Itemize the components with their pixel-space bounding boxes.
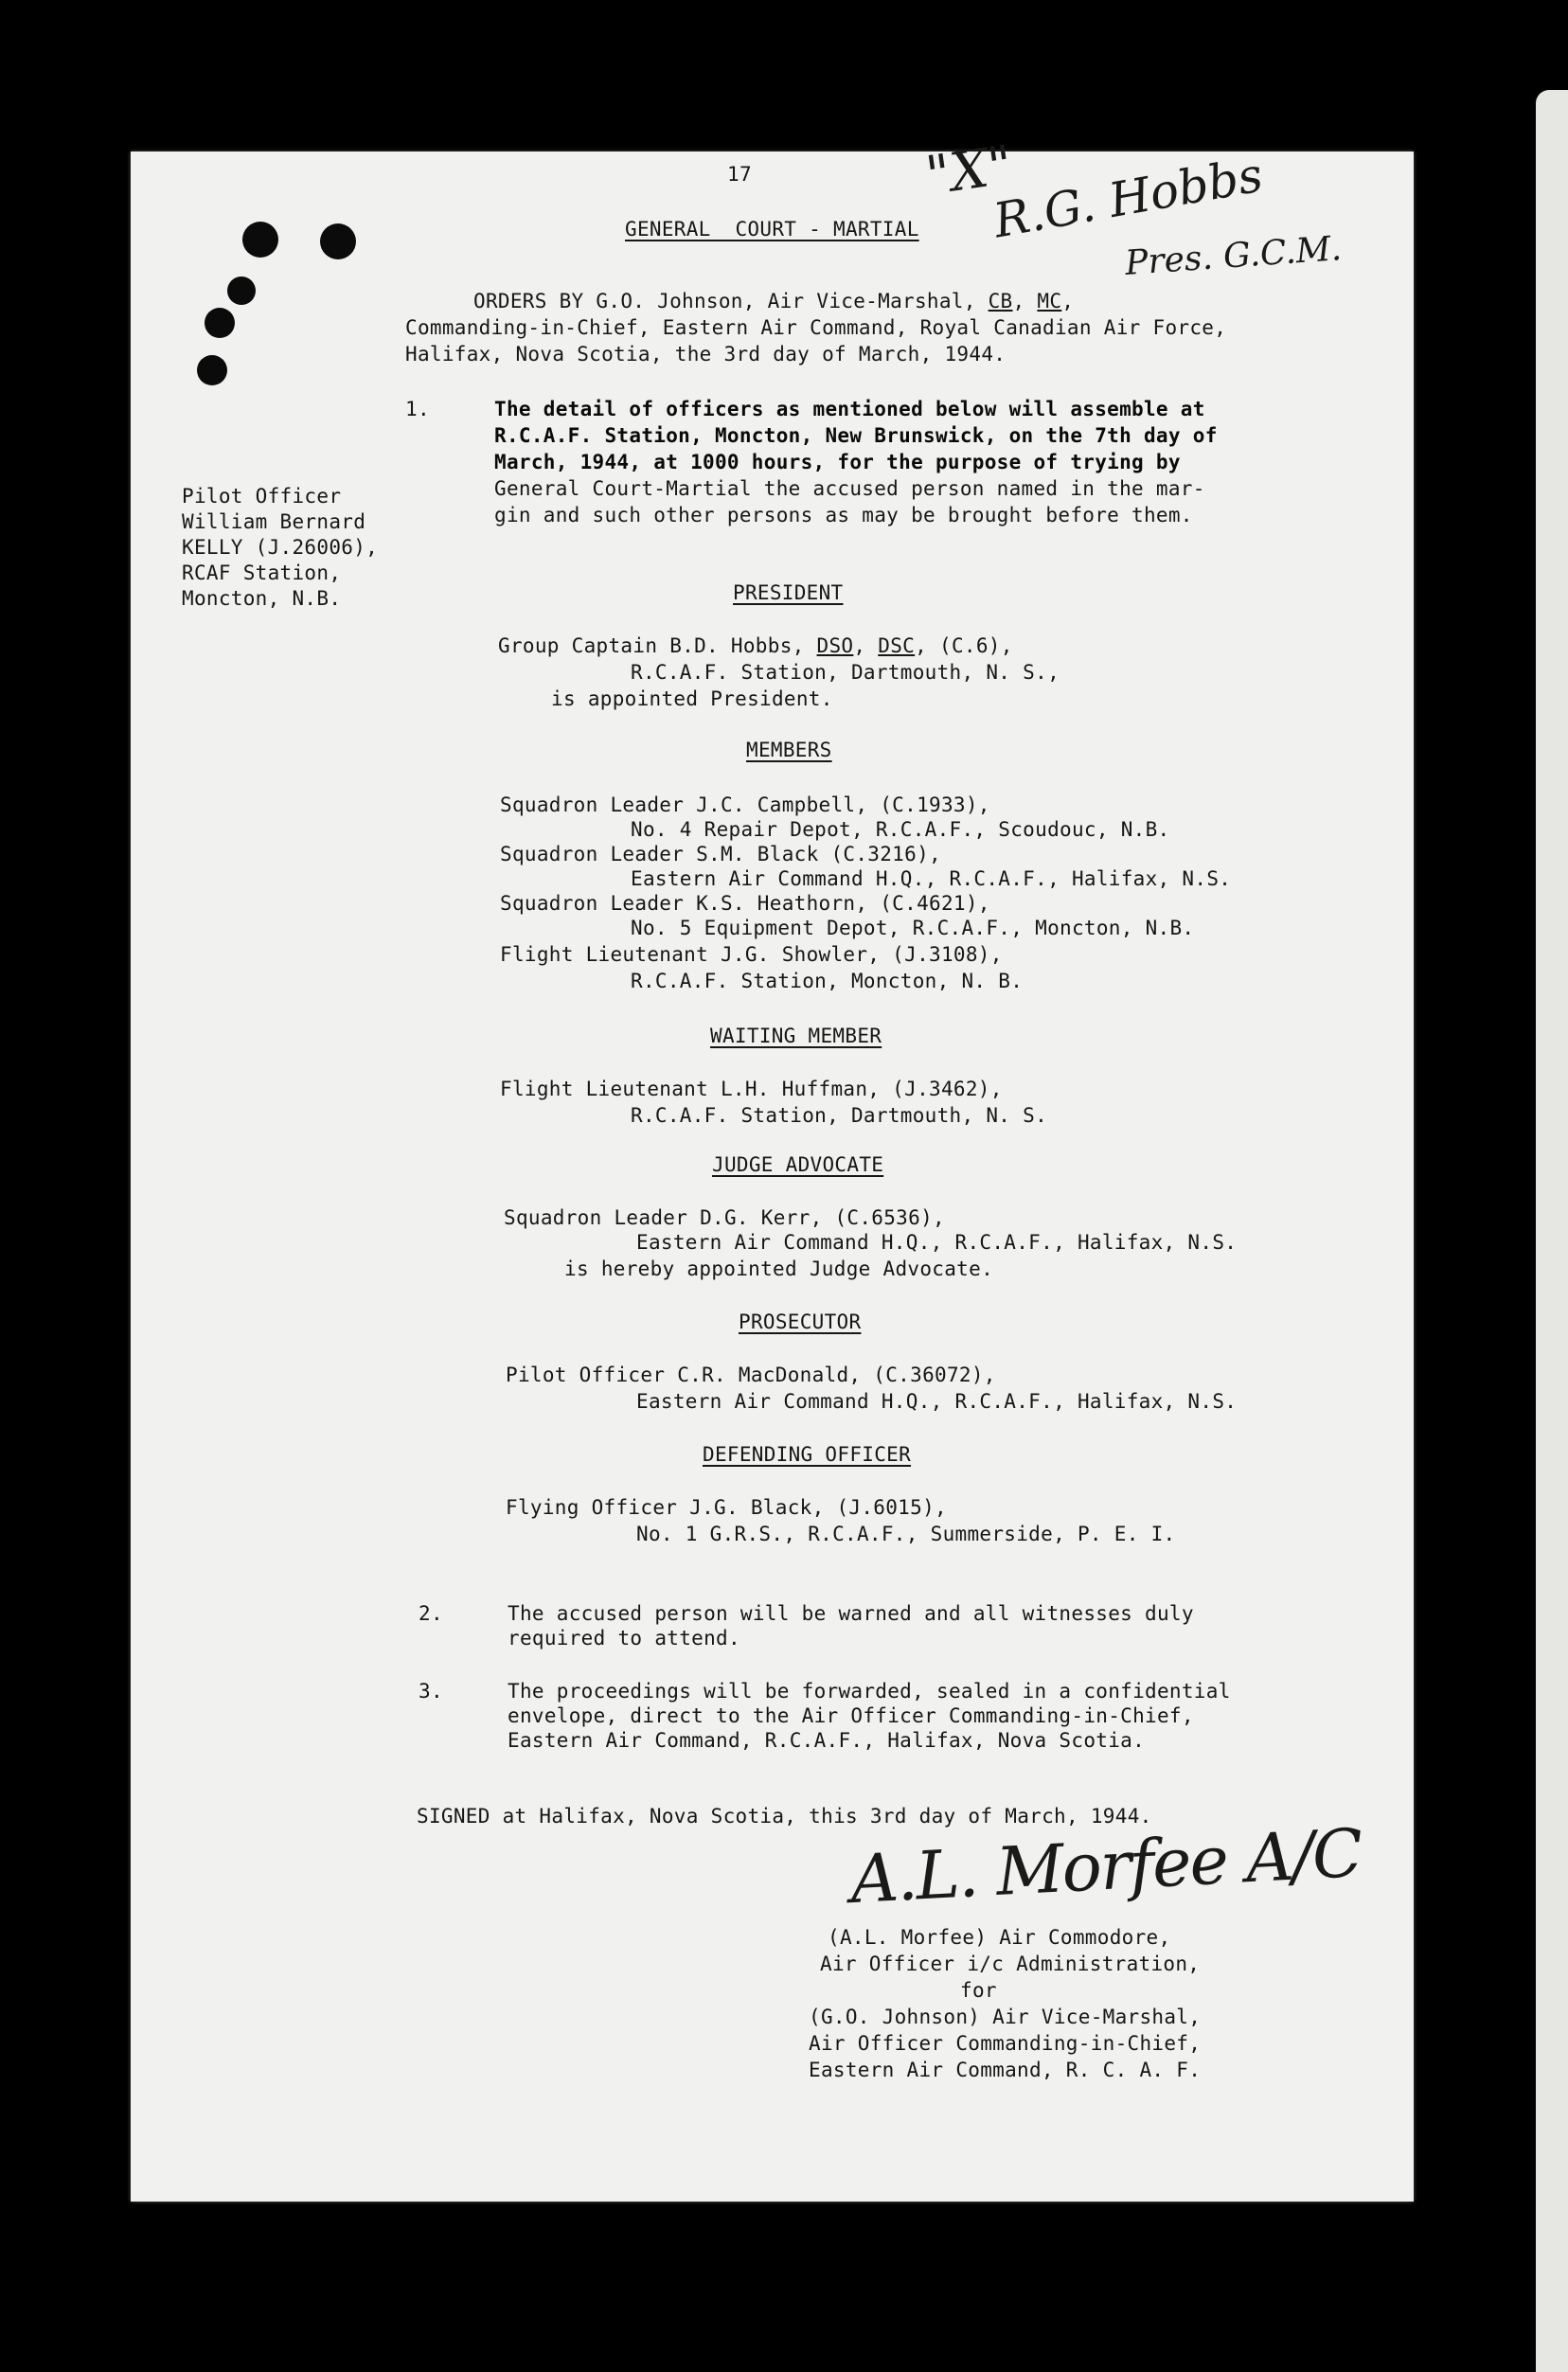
punch-hole xyxy=(242,222,278,258)
orders-line-3: Halifax, Nova Scotia, the 3rd day of March, 1944. xyxy=(405,343,1007,366)
page-number: 17 xyxy=(727,163,752,186)
punch-hole xyxy=(197,355,227,385)
orders-line-1: ORDERS BY G.O. Johnson, Air Vice-Marshal, CB, MC, xyxy=(473,290,1075,312)
waiting-member-unit: R.C.A.F. Station, Dartmouth, N. S. xyxy=(631,1104,1048,1127)
defending-officer-name: Flying Officer J.G. Black, (J.6015), xyxy=(506,1496,947,1519)
judge-advocate-name: Squadron Leader D.G. Kerr, (C.6536), xyxy=(504,1206,945,1229)
prosecutor-unit: Eastern Air Command H.Q., R.C.A.F., Halifax, N.S. xyxy=(636,1390,1238,1413)
document-page: 17 "X" R.G. Hobbs Pres. G.C.M. GENERAL COURT - MARTIAL ORDERS BY G.O. Johnson, Air Vice-Marshal, CB, MC, Commanding-in-Chief, Eastern Air Command, Royal Canadian Air Force, Halifax, Nova Scotia, the 3rd day of March, 1944. Pilot Officer William Bernard KELLY (J.26006), RCAF Station, Moncton, N.B. 1. The detail of officers as mentioned below will assemble at R.C.A.F. Station, Moncton, New Brunswick, on the 7th day of March, 1944, at 1000 hours, for the purpose of trying by General Court-Martial the accused person named in the mar- gin and such other persons as may be brought before them. PRESIDENT Group Captain B.D. Hobbs, DSO, DSC, (C.6), R.C.A.F. Station, Dartmouth, N. S., is appointed President. MEMBERS Squadron Leader J.C. Campbell, (C.1933), No. 4 Repair Depot, R.C.A.F., Scoudouc, N.B. Squadron Leader S.M. Black (C.3216), Eastern Air Command H.Q., R.C.A.F., Halifax, N.S. Squadron Leader K.S. Heathorn, (C.4621), No. 5 Equipment Depot, R.C.A.F., Moncton, N.B. Flight Lieutenant J.G. Showler, (J.3108), R.C.A.F. Station, Moncton, N. B. WAITING MEMBER Flight Lieutenant L.H. Huffman, (J.3462), R.C.A.F. Station, Dartmouth, N. S. JUDGE ADVOCATE Squadron Leader D.G. Kerr, (C.6536), Eastern Air Command H.Q., R.C.A.F., Halifax, N.S. is hereby appointed Judge Advocate. PROSECUTOR Pilot Officer C.R. MacDonald, (C.36072), Eastern Air Command H.Q., R.C.A.F., Halifax, N.S. DEFENDING OFFICER Flying Officer J.G. Black, (J.6015), No. 1 G.R.S., R.C.A.F., Summerside, P. E. I. 2. The accused person will be warned and all witnesses duly required to attend. 3. The proceedings will be forwarded, sealed in a confidential envelope, direct to the Air Officer Commanding-in-Chief, Eastern Air Command, R.C.A.F., Halifax, Nova Scotia. SIGNED at Halifax, Nova Scotia, this 3rd day of March, 1944. A.L. Morfee A/C (A.L. Morfee) Air Commodore, Air Officer i/c Administration, for (G.O. Johnson) Air Vice-Marshal, Air Officer Commanding-in-Chief, Eastern Air Command, R. C. A. F. xyxy=(131,152,1414,2202)
president-heading: PRESIDENT xyxy=(733,581,844,604)
punch-hole xyxy=(205,308,235,338)
defending-officer-heading: DEFENDING OFFICER xyxy=(703,1443,912,1466)
waiting-member-name: Flight Lieutenant L.H. Huffman, (J.3462), xyxy=(500,1078,1003,1100)
judge-advocate-appointment: is hereby appointed Judge Advocate. xyxy=(564,1257,994,1280)
orders-line-2: Commanding-in-Chief, Eastern Air Command, Royal Canadian Air Force, xyxy=(405,316,1227,339)
signed-line: SIGNED at Halifax, Nova Scotia, this 3rd day of March, 1944. xyxy=(417,1805,1152,1828)
adjacent-page-edge xyxy=(1536,90,1568,2372)
prosecutor-heading: PROSECUTOR xyxy=(739,1311,862,1333)
judge-advocate-unit: Eastern Air Command H.Q., R.C.A.F., Halifax, N.S. xyxy=(636,1231,1238,1254)
members-heading: MEMBERS xyxy=(746,739,832,761)
president-appointment: is appointed President. xyxy=(551,687,833,710)
defending-officer-unit: No. 1 G.R.S., R.C.A.F., Summerside, P. E. I. xyxy=(636,1523,1176,1545)
handwritten-note-pres-gcm: Pres. G.C.M. xyxy=(1123,229,1344,283)
waiting-member-heading: WAITING MEMBER xyxy=(710,1025,882,1047)
punch-hole xyxy=(227,276,256,305)
president-unit: R.C.A.F. Station, Dartmouth, N. S., xyxy=(631,661,1060,684)
punch-hole xyxy=(320,223,356,259)
handwritten-signature-morfee: A.L. Morfee A/C xyxy=(848,1813,1363,1919)
prosecutor-name: Pilot Officer C.R. MacDonald, (C.36072), xyxy=(506,1364,996,1386)
document-heading: GENERAL COURT - MARTIAL xyxy=(625,218,919,241)
president-name: Group Captain B.D. Hobbs, DSO, DSC, (C.6), xyxy=(498,634,1013,657)
handwritten-x-mark: "X" xyxy=(921,134,1017,208)
judge-advocate-heading: JUDGE ADVOCATE xyxy=(712,1153,884,1176)
handwritten-signature-hobbs: R.G. Hobbs xyxy=(989,147,1267,249)
